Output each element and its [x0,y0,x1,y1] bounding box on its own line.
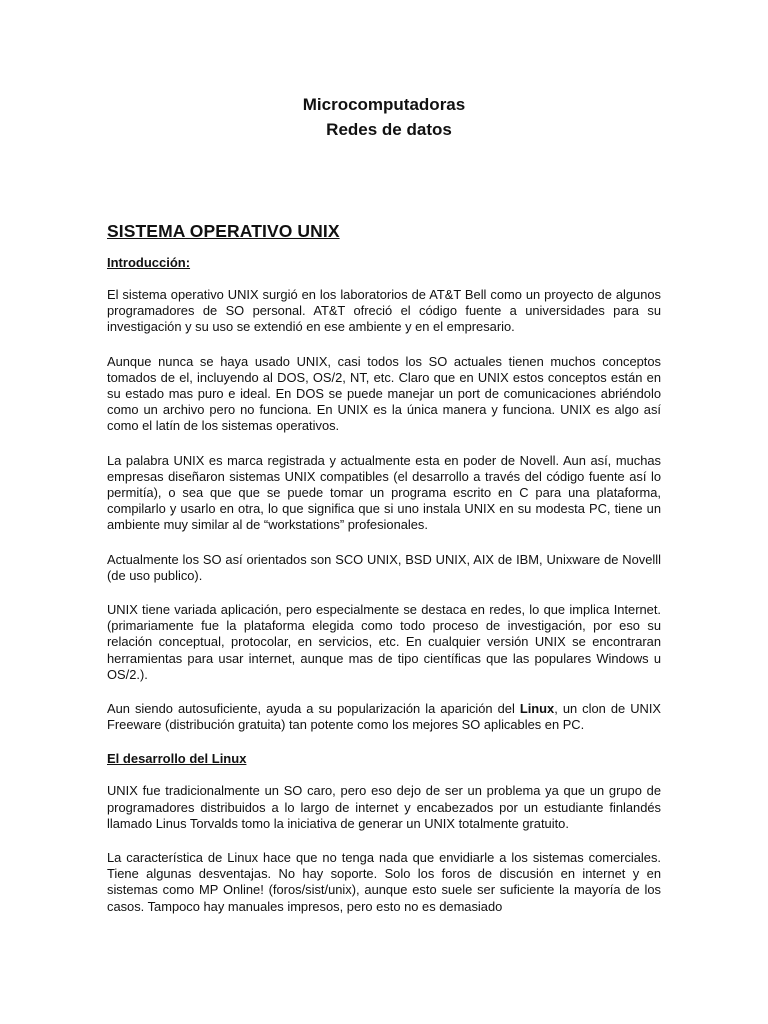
title-line-2: Redes de datos [326,120,452,139]
intro-paragraph-5: UNIX tiene variada aplicación, pero especialmente se destaca en redes, lo que implica Internet. (primariamente fue la plataforma elegida como todo proceso de investigación, por eso su relación conceptual, protocolar, en servicios, etc. En cualquier versión UNIX se encontraran herramientas para usar internet, aunque mas de tipo científicas que las populares Windows u OS/2.). [107,602,661,682]
title-line-1: Microcomputadoras [302,95,466,114]
linux-bold-term: Linux [519,701,555,717]
intro-paragraph-1: El sistema operativo UNIX surgió en los laboratorios de AT&T Bell como un proyecto de algunos programadores de SO personal. AT&T ofreció el código fuente a universidades para su investigación y su uso se extendió en ese ambiente y en el empresario. [107,287,661,335]
linux-paragraph-2: La característica de Linux hace que no tenga nada que envidiarle a los sistemas comerciales. Tiene algunas desventajas. No hay soporte. Solo los foros de discusión en internet y en sistemas como MP Online! (foros/sist/unix), aunque esto suele ser suficiente la mayoría de los casos. Tampoco hay manuales impresos, pero esto no es demasiado [107,850,661,914]
linux-text-after: , un clon de UNIX Freeware (distribución gratuita) tan potente como los mejores SO aplicables en PC. [107,701,662,733]
intro-paragraph-3: La palabra UNIX es marca registrada y actualmente esta en poder de Novell. Aun así, muchas empresas diseñaron sistemas UNIX compatibles (el desarrollo a través del código fuente así lo permitía), o sea que que se puede tomar un programa escrito en C para una plataforma, compilarlo y usarlo en otra, lo que significa que si uno instala UNIX en su modesta PC, tiene un ambiente muy similar al de “workstations” profesionales. [107,452,661,533]
intro-paragraph-4: Actualmente los SO así orientados son SCO UNIX, BSD UNIX, AIX de IBM, Unixware de Novelll (de uso publico). [107,551,661,583]
intro-paragraph-6 [107,701,661,733]
intro-heading: Introducción: [107,255,191,270]
linux-heading: El desarrollo del Linux [107,751,247,767]
linux-text-before: Aun siendo autosuficiente, ayuda a su popularización la aparición del [107,701,520,717]
section-heading: SISTEMA OPERATIVO UNIX [107,221,340,241]
intro-paragraph-2: Aunque nunca se haya usado UNIX, casi todos los SO actuales tienen muchos conceptos tomados de el, incluyendo al DOS, OS/2, NT, etc. Claro que en UNIX estos conceptos están en su estado mas puro e ideal. En DOS se puede manejar un port de comunicaciones abriéndolo como un archivo pero no funciona. En UNIX es la única manera y funciona. UNIX es algo así como el latín de los sistemas operativos. [107,353,661,434]
linux-paragraph-1: UNIX fue tradicionalmente un SO caro, pero eso dejo de ser un problema ya que un grupo de programadores distribuidos a lo largo de internet y encabezados por un estudiante finlandés llamado Linus Torvalds tomo la iniciativa de generar un UNIX totalmente gratuito. [107,783,661,831]
document-title [107,92,661,142]
document-page [107,92,661,915]
